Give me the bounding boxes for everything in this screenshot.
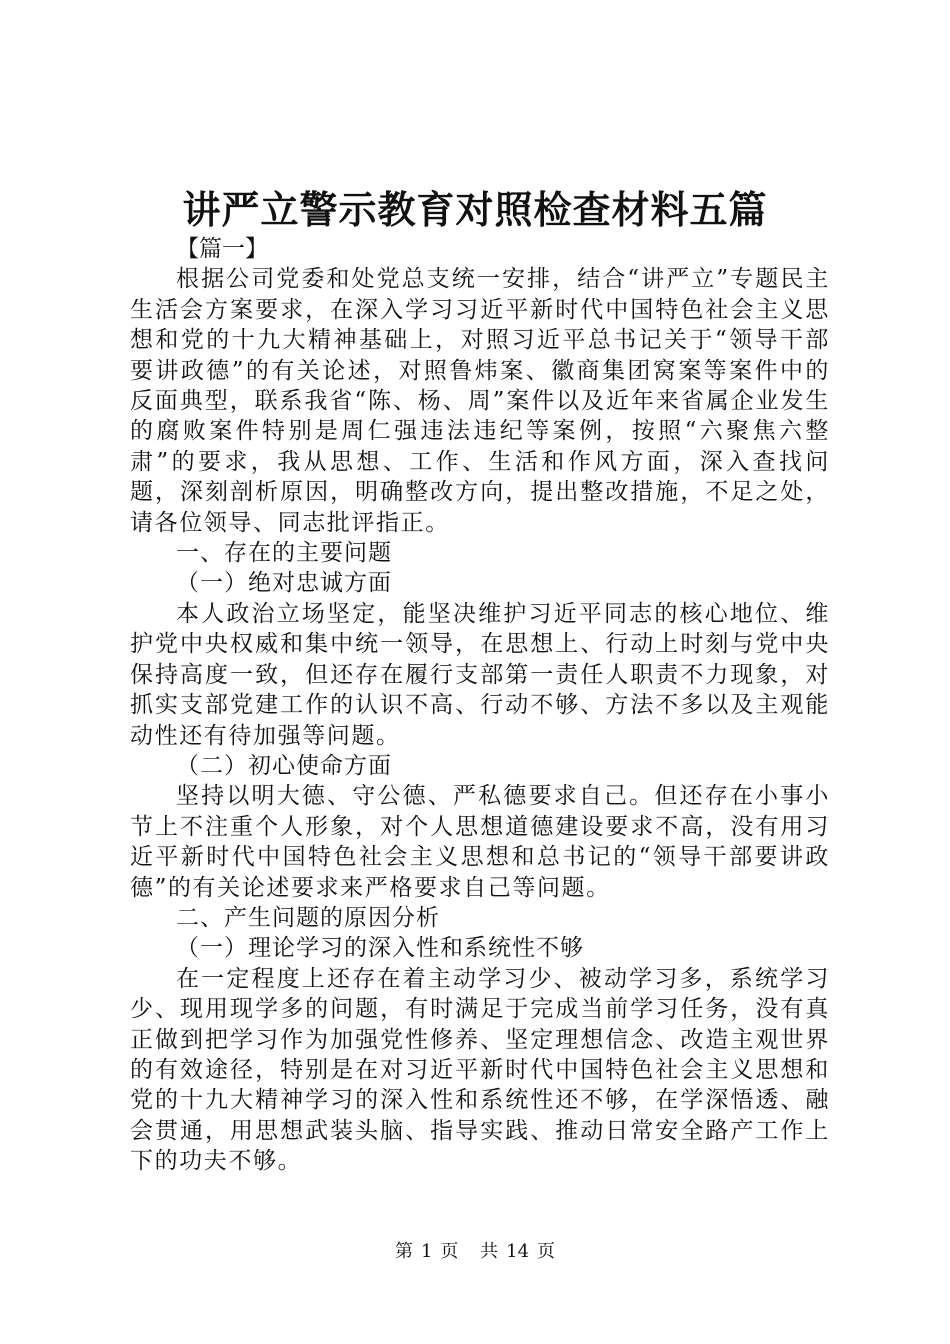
subheading-original-mission: （二）初心使命方面 <box>176 752 392 779</box>
section-label: 【篇一】 <box>176 236 268 262</box>
page-footer <box>0 1240 950 1264</box>
page-prefix: 第 <box>394 1241 413 1262</box>
page-suffix: 页 <box>440 1241 459 1262</box>
page-current: 1 <box>420 1241 433 1262</box>
total-suffix: 页 <box>537 1241 556 1262</box>
document-body <box>130 234 830 1177</box>
subheading-theory-study: （一）理论学习的深入性和系统性不够 <box>176 935 584 962</box>
document-title: 讲严立警示教育对照检查材料五篇 <box>182 187 768 232</box>
page-number <box>391 1241 462 1262</box>
paragraph-loyalty: 本人政治立场坚定，能坚决维护习近平同志的核心地位、维护党中央权威和集中统一领导，在思想上、行动上时刻与党中央保持高度一致，但还存在履行支部第一责任人职责不力现象，对抓实支部党建工作的认识不高、行动不够、方法不多以及主观能动性还有待加强等问题。 <box>130 600 830 749</box>
heading-main-problems: 一、存在的主要问题 <box>176 540 392 567</box>
total-count: 14 <box>506 1241 530 1262</box>
paragraph-mission: 坚持以明大德、守公德、严私德要求自己。但还存在小事小节上不注重个人形象，对个人思想道德建设要求不高，没有用习近平新时代中国特色社会主义思想和总书记的“领导干部要讲政德”的有关论述要求来严格要求自己等问题。 <box>130 783 830 901</box>
heading-cause-analysis: 二、产生问题的原因分析 <box>176 904 440 931</box>
total-prefix: 共 <box>480 1241 499 1262</box>
paragraph-intro: 根据公司党委和处党总支统一安排，结合“讲严立”专题民主生活会方案要求，在深入学习习近平新时代中国特色社会主义思想和党的十九大精神基础上，对照习近平总书记关于“领导干部要讲政德”的有关论述，对照鲁炜案、徽商集团窝案等案件中的反面典型，联系我省“陈、杨、周”案件以及近年来省属企业发生的腐败案件特别是周仁强违法违纪等案例，按照“六聚焦六整肃”的要求，我从思想、工作、生活和作风方面，深入查找问题，深刻剖析原因，明确整改方向，提出整改措施，不足之处，请各位领导、同志批评指正。 <box>130 266 830 536</box>
subheading-absolute-loyalty: （一）绝对忠诚方面 <box>176 570 392 597</box>
paragraph-theory-study: 在一定程度上还存在着主动学习少、被动学习多，系统学习少、现用现学多的问题，有时满足于完成当前学习任务，没有真正做到把学习作为加强党性修养、坚定理想信念、改造主观世界的有效途径，特别是在对习近平新时代中国特色社会主义思想和党的十九大精神学习的深入性和系统性还不够，在学深悟透、融会贯通，用思想武装头脑、指导实践、推动日常安全路产工作上下的功夫不够。 <box>130 965 830 1175</box>
page-total <box>476 1241 559 1262</box>
